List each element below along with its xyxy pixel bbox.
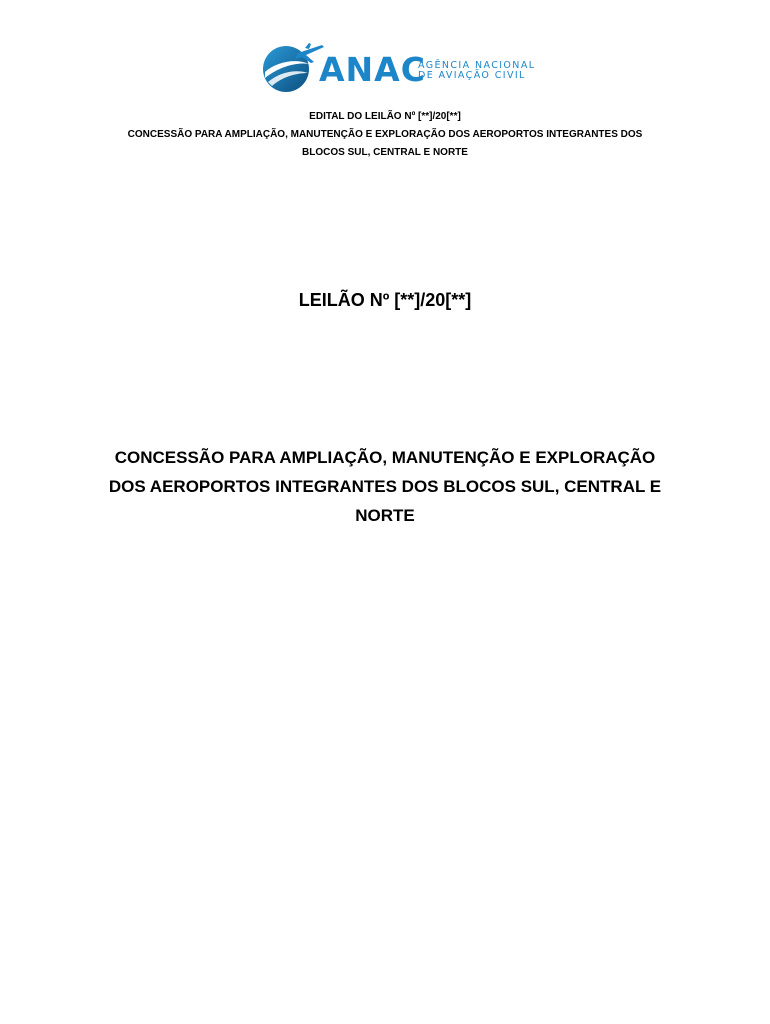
header-line-3: BLOCOS SUL, CENTRAL E NORTE (302, 147, 468, 158)
anac-logo (262, 42, 536, 94)
header-line-1: EDITAL DO LEILÃO Nº [**]/20[**] (309, 111, 461, 122)
header-line-2: CONCESSÃO PARA AMPLIAÇÃO, MANUTENÇÃO E EXPLORAÇÃO DOS AEROPORTOS INTEGRANTES DOS (127, 129, 643, 140)
logo-agency-name-line2: DE AVIAÇÃO CIVIL (418, 70, 526, 81)
airplane-globe-icon (262, 42, 326, 94)
logo-acronym: ANAC (319, 50, 426, 89)
concession-title-line-3: NORTE (355, 506, 415, 525)
concession-title-line-1: CONCESSÃO PARA AMPLIAÇÃO, MANUTENÇÃO E EXPLORAÇÃO (114, 448, 656, 467)
concession-title-line-2: DOS AEROPORTOS INTEGRANTES DOS BLOCOS SUL, CENTRAL E (108, 477, 662, 496)
concession-title (90, 443, 680, 530)
auction-title: LEILÃO Nº [**]/20[**] (298, 290, 472, 310)
logo-agency-name-line1: AGÊNCIA NACIONAL (418, 60, 536, 71)
document-header (60, 108, 710, 162)
